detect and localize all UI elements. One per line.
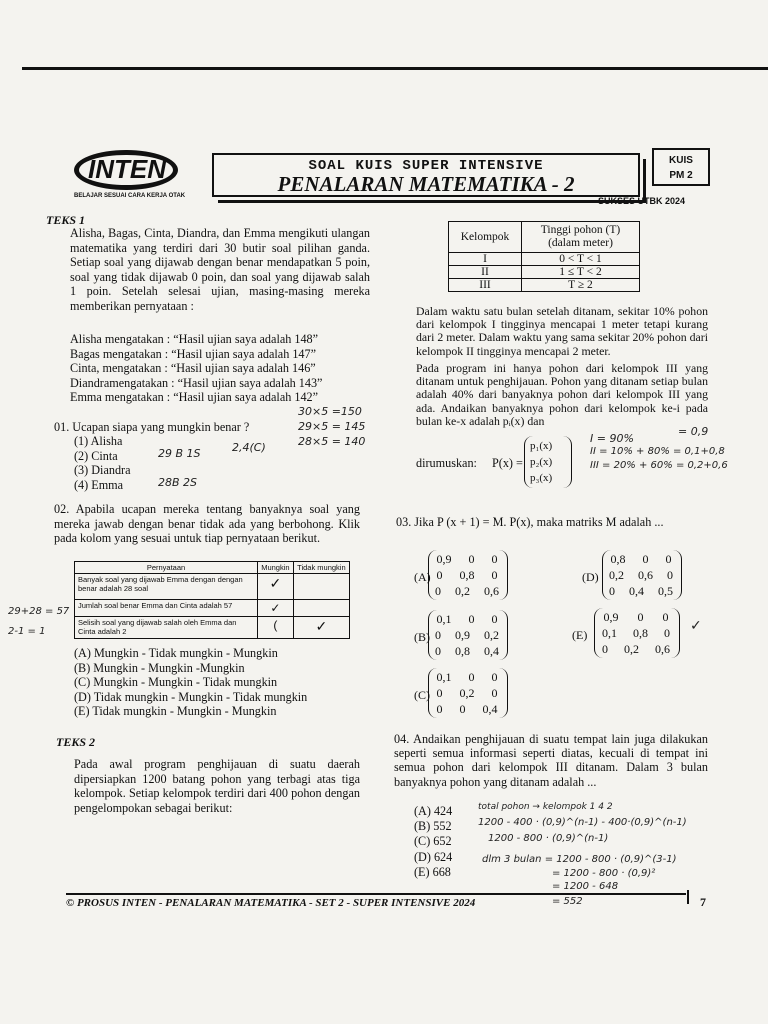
inten-logo bbox=[74, 150, 186, 199]
handwritten-work-4: dlm 3 bulan = 1200 - 800 · (0,9)^(3-1) bbox=[482, 854, 677, 865]
q04-options bbox=[414, 804, 452, 880]
q04-option-b[interactable]: (B) 552 bbox=[414, 819, 452, 834]
handwritten-diff: 2-1 = 1 bbox=[8, 626, 46, 637]
check-mark-icon: ✓ bbox=[690, 618, 702, 634]
q03-matrix-e-body bbox=[594, 609, 678, 657]
tree-row-2-range: 1 ≤ T < 2 bbox=[522, 266, 640, 279]
matrix-cell: 0,6 bbox=[638, 568, 653, 582]
q02-row-1 bbox=[75, 574, 350, 600]
tree-row-2-group: II bbox=[449, 266, 522, 279]
matrix-cell: 0 bbox=[491, 552, 498, 566]
handwritten-sum: 29+28 = 57 bbox=[8, 606, 70, 617]
footer-rule bbox=[66, 893, 686, 895]
matrix-cell: 0 bbox=[642, 552, 649, 566]
matrix-row bbox=[428, 551, 506, 567]
matrix-cell: 0 bbox=[468, 670, 475, 684]
matrix-cell: 0 bbox=[491, 686, 498, 700]
q02-row-3-mungkin[interactable]: ( bbox=[258, 617, 294, 639]
teks1-heading: TEKS 1 bbox=[46, 213, 86, 227]
q01-option-1[interactable]: (1) Alisha bbox=[74, 434, 123, 448]
matrix-cell: 0 bbox=[459, 702, 466, 716]
statement-diandra: Diandramengatakan : “Hasil ujian saya adalah 143” bbox=[70, 375, 323, 390]
q01-options bbox=[74, 434, 131, 492]
q02-row-2-statement: Jumlah soal benar Emma dan Cinta adalah 57 bbox=[75, 600, 258, 617]
matrix-cell: 0,8 bbox=[633, 626, 648, 640]
teks2-paragraph: Pada awal program penghijauan di suatu daerah dipersiapkan 1200 batang pohon yang terbagi atas tiga kelompok. Setiap kelompok terdiri dari 400 pohon dengan pengelompokan sebagai berikut: bbox=[74, 757, 360, 815]
q02-row-1-mungkin[interactable]: ✓ bbox=[258, 574, 294, 600]
q03-matrix-a-body bbox=[428, 551, 506, 599]
matrix-cell: 0,2 bbox=[455, 584, 470, 598]
teks1-paragraph: Alisha, Bagas, Cinta, Diandra, dan Emma mengikuti ulangan matematika yang terdiri dari 30 butir soal pilihan ganda. Setiap soal yang dijawab dengan benar mendapatkan 5 poin, soal yang tidak dijawab 0 poin, dan soal yang dijawab salah 1 poin. Setelah selesai ujian, masing-masing mereka memberikan pernyataan : bbox=[70, 226, 370, 313]
matrix-cell: 0,4 bbox=[629, 584, 644, 598]
page-number: 7 bbox=[700, 895, 706, 909]
matrix-row bbox=[428, 685, 506, 701]
matrix-cell: 0 bbox=[665, 552, 672, 566]
q04-option-d[interactable]: (D) 624 bbox=[414, 849, 453, 864]
handwritten-work-2: 1200 - 400 · (0,9)^(n-1) - 400·(0,9)^(n-1) bbox=[478, 817, 687, 828]
handwritten-note-3: III = 20% + 60% = 0,2+0,6 bbox=[590, 460, 728, 471]
q01-option-4[interactable]: (4) Emma bbox=[74, 477, 124, 492]
statement-alisha: Alisha mengatakan : “Hasil ujian saya adalah 148” bbox=[70, 332, 319, 346]
matrix-cell: 0,6 bbox=[655, 642, 670, 656]
matrix-cell: 0,6 bbox=[484, 584, 499, 598]
sukses-label: SUKSES UTBK 2024 bbox=[598, 196, 686, 206]
kuis-code: PM 2 bbox=[669, 170, 693, 181]
q02-option-b[interactable]: (B) Mungkin - Mungkin -Mungkin bbox=[74, 660, 245, 675]
q02-row-3-tidak-mungkin[interactable]: ✓ bbox=[293, 617, 349, 639]
matrix-cell: 0,9 bbox=[455, 628, 470, 642]
page-number-divider bbox=[687, 890, 689, 904]
logo-text: INTEN bbox=[88, 154, 166, 184]
matrix-cell: 0 bbox=[468, 552, 475, 566]
logo-tagline: BELAJAR SESUAI CARA KERJA OTAK bbox=[74, 193, 186, 199]
q02-option-c[interactable]: (C) Mungkin - Mungkin - Tidak mungkin bbox=[74, 675, 278, 690]
q02-row-1-tidak-mungkin[interactable] bbox=[293, 574, 349, 600]
handwritten-note-2: II = 10% + 80% = 0,1+0,8 bbox=[590, 446, 725, 457]
q01-question: 01. Ucapan siapa yang mungkin benar ? bbox=[54, 420, 250, 434]
matrix-row bbox=[428, 669, 506, 685]
matrix-cell: 0,1 bbox=[602, 626, 617, 640]
tree-row-1-group: I bbox=[449, 253, 522, 266]
q03-matrix-e-label: (E) bbox=[572, 628, 588, 642]
matrix-row bbox=[602, 583, 680, 599]
handwritten-emma: 28B 2S bbox=[158, 476, 198, 489]
q02-header-mungkin: Mungkin bbox=[258, 562, 294, 574]
formula-lhs: P(x) = bbox=[492, 456, 523, 470]
matrix-row bbox=[428, 611, 506, 627]
handwritten-note-0: = 0,9 bbox=[678, 425, 709, 438]
title-box bbox=[212, 153, 640, 197]
matrix-cell: 0 bbox=[491, 670, 498, 684]
matrix-cell: 0,2 bbox=[609, 568, 624, 582]
kuis-badge bbox=[652, 148, 710, 186]
q04-option-e[interactable]: (E) 668 bbox=[414, 864, 451, 879]
tree-row-3 bbox=[449, 279, 640, 292]
handwritten-work-7: = 552 bbox=[552, 896, 583, 907]
matrix-cell: 0 bbox=[436, 702, 443, 716]
q02-row-2-mungkin[interactable]: ✓ bbox=[258, 600, 294, 617]
formula-label: dirumuskan: bbox=[416, 456, 477, 470]
q02-option-e[interactable]: (E) Tidak mungkin - Mungkin - Mungkin bbox=[74, 704, 277, 719]
q02-row-1-statement: Banyak soal yang dijawab Emma dengan dengan benar adalah 28 soal bbox=[75, 574, 258, 600]
q03-matrix-b-body bbox=[428, 611, 506, 659]
matrix-row bbox=[428, 627, 506, 643]
q03-question: 03. Jika P (x + 1) = M. P(x), maka matriks M adalah ... bbox=[396, 515, 664, 529]
matrix-row bbox=[602, 551, 680, 567]
matrix-cell: 0 bbox=[637, 610, 644, 624]
tree-header-tinggi-line-2: (dalam meter) bbox=[548, 237, 613, 249]
teks2-heading: TEKS 2 bbox=[56, 735, 96, 749]
right-paragraph-1: Dalam waktu satu bulan setelah ditanam, sekitar 10% pohon dari kelompok I tingginya mencapai 1 meter tetapi kurang dari 2 meter. Dalam waktu yang sama sekitar 20% pohon dari kelompok II tingginya mencapai 2 meter. bbox=[416, 304, 708, 358]
matrix-cell: 0,4 bbox=[484, 644, 499, 658]
q02-header-pernyataan: Pernyataan bbox=[75, 562, 258, 574]
handwritten-work-6: = 1200 - 648 bbox=[552, 881, 619, 892]
q02-row-3 bbox=[75, 617, 350, 639]
tree-height-table bbox=[448, 221, 640, 292]
footer-text: © PROSUS INTEN - PENALARAN MATEMATIKA - SET 2 - SUPER INTENSIVE 2024 bbox=[66, 897, 476, 909]
q01-option-2[interactable]: (2) Cinta bbox=[74, 448, 118, 463]
matrix-cell: 0 bbox=[436, 686, 443, 700]
p-vector-entry-1: p₁(x) bbox=[530, 440, 553, 452]
tree-row-3-group: III bbox=[449, 279, 522, 292]
q03-matrix-a-label: (A) bbox=[414, 570, 431, 584]
handwritten-calc-3: 28×5 = 140 bbox=[298, 435, 366, 448]
matrix-cell: 0,1 bbox=[436, 612, 452, 626]
q03-matrix-d-body bbox=[602, 551, 680, 599]
matrix-row bbox=[602, 567, 680, 583]
q02-table bbox=[74, 561, 350, 639]
q02-row-2 bbox=[75, 600, 350, 617]
matrix-cell: 0 bbox=[435, 584, 441, 598]
matrix-cell: 0,4 bbox=[482, 702, 498, 716]
matrix-cell: 0 bbox=[664, 626, 670, 640]
matrix-row bbox=[428, 643, 506, 659]
matrix-cell: 0,2 bbox=[484, 628, 499, 642]
matrix-cell: 0,9 bbox=[436, 552, 452, 566]
q01-option-3[interactable]: (3) Diandra bbox=[74, 463, 131, 478]
matrix-cell: 0 bbox=[667, 568, 673, 582]
matrix-cell: 0 bbox=[435, 628, 441, 642]
q02-options bbox=[74, 646, 307, 719]
matrix-cell: 0,2 bbox=[459, 686, 475, 700]
matrix-cell: 0 bbox=[491, 612, 498, 626]
matrix-cell: 0,5 bbox=[658, 584, 673, 598]
q03-matrix-d-label: (D) bbox=[582, 570, 599, 584]
title-line-2: PENALARAN MATEMATIKA - 2 bbox=[277, 172, 575, 196]
statement-cinta: Cinta, mengatakan : “Hasil ujian saya adalah 146” bbox=[70, 361, 316, 376]
statement-bagas: Bagas mengatakan : “Hasil ujian saya adalah 147” bbox=[70, 346, 317, 361]
matrix-cell: 0 bbox=[468, 612, 475, 626]
p-vector-entry-3: p₃(x) bbox=[530, 472, 553, 484]
top-rule bbox=[22, 67, 768, 70]
q04-question: 04. Andaikan penghijauan di suatu tempat lain juga dilakukan seperti semua informasi seperti diatas, kecuali di tempat ini semua pohon dari kelompok III ditanam. Dalam 3 bulan banyaknya pohon yang ditanam adalah ... bbox=[394, 732, 708, 789]
q02-table-header bbox=[75, 562, 350, 574]
handwritten-work-5: = 1200 - 800 · (0,9)² bbox=[552, 868, 656, 879]
matrix-cell: 0,8 bbox=[459, 568, 475, 582]
matrix-row bbox=[428, 701, 506, 717]
kuis-label: KUIS bbox=[669, 155, 693, 166]
handwritten-work-3: 1200 - 800 · (0,9)^(n-1) bbox=[488, 833, 609, 844]
teks1-statements bbox=[70, 332, 370, 405]
matrix-cell: 0 bbox=[435, 644, 441, 658]
matrix-cell: 0 bbox=[662, 610, 669, 624]
tree-row-1-range: 0 < T < 1 bbox=[522, 253, 640, 266]
q03-matrix-c-body bbox=[428, 669, 506, 717]
right-paragraph-2: Pada program ini hanya pohon dari kelompok III yang ditanam untuk penghijauan. Pohon yang ditanam setiap bulan adalah 40% dari banyaknya pohon dari kelompok III yang ada. Andaikan banyaknya pohon dari kelompok ke-i pada bulan ke-x adalah pᵢ(x) dan bbox=[416, 361, 708, 428]
q02-header-tidak-mungkin: Tidak mungkin bbox=[293, 562, 349, 574]
q02-row-2-tidak-mungkin[interactable] bbox=[293, 600, 349, 617]
handwritten-cinta: 29 B 1S bbox=[158, 447, 201, 460]
q03-matrix-b-label: (B) bbox=[414, 630, 430, 644]
tree-row-2 bbox=[449, 266, 640, 279]
q02-option-d[interactable]: (D) Tidak mungkin - Mungkin - Tidak mungkin bbox=[74, 689, 308, 704]
p-vector-entries bbox=[530, 438, 552, 486]
matrix-row bbox=[594, 609, 678, 625]
q04-option-a[interactable]: (A) 424 bbox=[414, 804, 453, 818]
statement-emma: Emma mengatakan : “Hasil ujian saya adalah 142” bbox=[70, 390, 319, 405]
matrix-row bbox=[594, 641, 678, 657]
p-vector-entry-2: p₂(x) bbox=[530, 456, 553, 468]
handwritten-calc-1: 30×5 =150 bbox=[298, 405, 362, 418]
matrix-row bbox=[594, 625, 678, 641]
title-line-1: SOAL KUIS SUPER INTENSIVE bbox=[308, 158, 544, 174]
tree-header-kelompok: Kelompok bbox=[449, 222, 522, 253]
matrix-cell: 0 bbox=[436, 568, 443, 582]
handwritten-work-1: total pohon → kelompok 1 4 2 bbox=[478, 802, 613, 812]
matrix-cell: 0,2 bbox=[624, 642, 639, 656]
matrix-row bbox=[428, 583, 506, 599]
tree-header-tinggi-line-1: Tinggi pohon (T) bbox=[540, 224, 621, 236]
q02-option-a[interactable]: (A) Mungkin - Tidak mungkin - Mungkin bbox=[74, 646, 278, 660]
matrix-cell: 0,8 bbox=[455, 644, 470, 658]
matrix-cell: 0 bbox=[602, 642, 608, 656]
matrix-cell: 0,9 bbox=[603, 610, 619, 624]
handwritten-calc-2: 29×5 = 145 bbox=[298, 420, 366, 433]
tree-row-1 bbox=[449, 253, 640, 266]
q02-question: 02. Apabila ucapan mereka tentang banyaknya soal yang mereka jawab dengan benar tidak ada yang berbohong. Klik pada kolom yang sesuai untuk tiap pernyataan berikut. bbox=[54, 502, 360, 546]
tree-table-header bbox=[449, 222, 640, 253]
tree-header-tinggi bbox=[522, 222, 640, 253]
q04-option-c[interactable]: (C) 652 bbox=[414, 834, 452, 849]
matrix-cell: 0 bbox=[491, 568, 498, 582]
tree-row-3-range: T ≥ 2 bbox=[522, 279, 640, 292]
matrix-row bbox=[428, 567, 506, 583]
handwritten-answer-q01: 2,4(C) bbox=[232, 441, 266, 454]
q02-row-3-statement: Selisih soal yang dijawab salah oleh Emma dan Cinta adalah 2 bbox=[75, 617, 258, 639]
q03-matrix-c-label: (C) bbox=[414, 688, 430, 702]
handwritten-note-1: I = 90% bbox=[590, 432, 634, 445]
matrix-cell: 0,8 bbox=[610, 552, 626, 566]
matrix-cell: 0,1 bbox=[436, 670, 452, 684]
matrix-cell: 0 bbox=[609, 584, 615, 598]
